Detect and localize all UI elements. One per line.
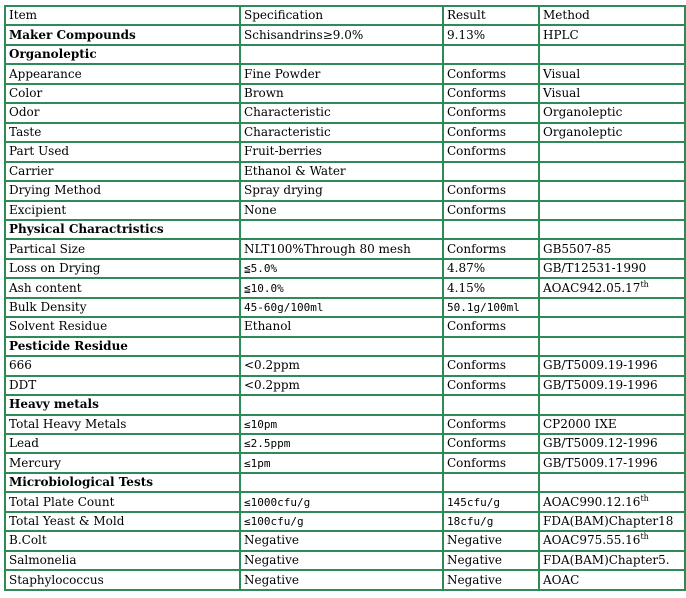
table-row bbox=[5, 64, 685, 83]
header-item: Item bbox=[5, 6, 240, 25]
item-cell bbox=[5, 103, 240, 122]
result-cell-text: 4.15% bbox=[447, 280, 486, 295]
method-cell-text: Organoleptic bbox=[543, 105, 623, 120]
result-cell-text: 145cfu/g bbox=[447, 495, 500, 509]
result-cell bbox=[443, 492, 539, 511]
item-cell-text: Total Plate Count bbox=[9, 494, 115, 509]
result-cell bbox=[443, 162, 539, 181]
result-cell bbox=[443, 259, 539, 278]
table-body bbox=[5, 6, 685, 590]
empty-cell bbox=[539, 220, 685, 239]
section-title: Pesticide Residue bbox=[5, 337, 240, 356]
specification-cell-text: Brown bbox=[244, 86, 284, 101]
specification-cell bbox=[240, 317, 443, 336]
specification-cell bbox=[240, 123, 443, 142]
specification-cell bbox=[240, 103, 443, 122]
item-cell-text: Drying Method bbox=[9, 183, 102, 198]
specification-table bbox=[4, 5, 686, 591]
method-cell bbox=[539, 356, 685, 375]
method-cell bbox=[539, 317, 685, 336]
specification-cell bbox=[240, 376, 443, 395]
section-row bbox=[5, 220, 685, 239]
specification-cell bbox=[240, 531, 443, 550]
item-cell-text: Salmonelia bbox=[9, 552, 77, 567]
table-row bbox=[5, 84, 685, 103]
method-cell bbox=[539, 434, 685, 453]
specification-cell bbox=[240, 259, 443, 278]
header-result: Result bbox=[443, 6, 539, 25]
table-row bbox=[5, 434, 685, 453]
item-cell bbox=[5, 317, 240, 336]
table-row bbox=[5, 512, 685, 531]
result-cell-text: Negative bbox=[447, 533, 502, 548]
method-cell bbox=[539, 64, 685, 83]
result-cell-text: Conforms bbox=[447, 105, 507, 120]
specification-cell bbox=[240, 84, 443, 103]
specification-cell bbox=[240, 356, 443, 375]
item-cell bbox=[5, 356, 240, 375]
result-cell bbox=[443, 201, 539, 220]
specification-cell bbox=[240, 142, 443, 161]
section-title: Physical Charactristics bbox=[5, 220, 240, 239]
table-row bbox=[5, 25, 685, 44]
item-cell-text: Odor bbox=[9, 105, 40, 120]
method-cell-text: FDA(BAM)Chapter18 bbox=[543, 514, 674, 528]
specification-cell-text: <0.2ppm bbox=[244, 377, 300, 392]
result-cell bbox=[443, 84, 539, 103]
method-cell bbox=[539, 278, 685, 297]
result-cell bbox=[443, 570, 539, 590]
method-cell-text: GB/T5009.19-1996 bbox=[543, 377, 658, 392]
item-cell bbox=[5, 142, 240, 161]
result-cell-text: Conforms bbox=[447, 436, 507, 451]
method-superscript: th bbox=[640, 493, 649, 503]
method-cell-text: GB/T12531-1990 bbox=[543, 261, 647, 276]
spec-sheet bbox=[4, 5, 684, 591]
method-cell bbox=[539, 181, 685, 200]
item-cell-text: 666 bbox=[9, 358, 32, 373]
table-row bbox=[5, 317, 685, 336]
result-cell-text: Conforms bbox=[447, 144, 507, 159]
method-cell bbox=[539, 201, 685, 220]
specification-cell-text: Negative bbox=[244, 572, 299, 587]
method-cell-text: HPLC bbox=[543, 27, 579, 42]
method-cell bbox=[539, 239, 685, 258]
result-cell-text: Conforms bbox=[447, 455, 507, 470]
item-cell-text: Bulk Density bbox=[9, 300, 87, 315]
specification-cell bbox=[240, 162, 443, 181]
result-cell-text: Conforms bbox=[447, 183, 507, 198]
result-cell bbox=[443, 298, 539, 317]
item-cell-text: Mercury bbox=[9, 455, 62, 470]
method-cell bbox=[539, 25, 685, 44]
item-cell-text: Lead bbox=[9, 436, 39, 451]
empty-cell bbox=[443, 337, 539, 356]
specification-cell-text: Fine Powder bbox=[244, 66, 321, 81]
specification-cell bbox=[240, 278, 443, 297]
specification-cell-text: ≦5.0% bbox=[244, 262, 278, 276]
result-cell bbox=[443, 25, 539, 44]
empty-cell bbox=[240, 337, 443, 356]
result-cell bbox=[443, 239, 539, 258]
method-cell bbox=[539, 162, 685, 181]
table-row bbox=[5, 142, 685, 161]
table-row bbox=[5, 298, 685, 317]
table-row bbox=[5, 415, 685, 434]
result-cell-text: Conforms bbox=[447, 416, 507, 431]
specification-cell-text: Ethanol & Water bbox=[244, 163, 346, 178]
specification-cell bbox=[240, 298, 443, 317]
method-cell-text: GB5507-85 bbox=[543, 241, 612, 256]
empty-cell bbox=[443, 473, 539, 492]
specification-cell-text: ≤2.5ppm bbox=[244, 437, 291, 451]
specification-cell bbox=[240, 25, 443, 44]
specification-cell bbox=[240, 415, 443, 434]
specification-cell-text: Characteristic bbox=[244, 105, 331, 120]
specification-cell-text: Negative bbox=[244, 533, 299, 548]
specification-cell-text: Spray drying bbox=[244, 183, 323, 198]
specification-cell bbox=[240, 512, 443, 531]
specification-cell-text: Ethanol bbox=[244, 319, 292, 334]
item-cell bbox=[5, 434, 240, 453]
specification-cell bbox=[240, 570, 443, 590]
specification-cell bbox=[240, 453, 443, 472]
item-cell bbox=[5, 201, 240, 220]
result-cell bbox=[443, 64, 539, 83]
result-cell bbox=[443, 103, 539, 122]
item-cell-text: Partical Size bbox=[9, 241, 86, 256]
item-cell bbox=[5, 415, 240, 434]
item-cell bbox=[5, 239, 240, 258]
item-cell-text: Carrier bbox=[9, 163, 54, 178]
result-cell bbox=[443, 531, 539, 550]
specification-cell bbox=[240, 239, 443, 258]
header-method: Method bbox=[539, 6, 685, 25]
method-superscript: th bbox=[640, 532, 649, 542]
result-cell-text: Conforms bbox=[447, 377, 507, 392]
specification-cell bbox=[240, 181, 443, 200]
item-cell bbox=[5, 453, 240, 472]
result-cell bbox=[443, 434, 539, 453]
method-cell-text: AOAC bbox=[543, 572, 580, 587]
result-cell bbox=[443, 453, 539, 472]
item-cell bbox=[5, 84, 240, 103]
result-cell-text: Conforms bbox=[447, 202, 507, 217]
item-cell bbox=[5, 181, 240, 200]
method-cell-text: FDA(BAM)Chapter5. bbox=[543, 552, 670, 567]
specification-cell-text: None bbox=[244, 202, 277, 217]
empty-cell bbox=[443, 45, 539, 64]
table-row bbox=[5, 492, 685, 511]
empty-cell bbox=[539, 473, 685, 492]
header-specification: Specification bbox=[240, 6, 443, 25]
method-cell bbox=[539, 415, 685, 434]
table-row bbox=[5, 103, 685, 122]
method-cell bbox=[539, 298, 685, 317]
specification-cell-text: ≤10pm bbox=[244, 417, 278, 431]
item-cell bbox=[5, 278, 240, 297]
section-row bbox=[5, 395, 685, 414]
specification-cell bbox=[240, 64, 443, 83]
method-cell bbox=[539, 492, 685, 511]
empty-cell bbox=[539, 45, 685, 64]
table-row bbox=[5, 162, 685, 181]
table-row bbox=[5, 356, 685, 375]
item-cell bbox=[5, 259, 240, 278]
table-row bbox=[5, 239, 685, 258]
item-cell-text: Total Heavy Metals bbox=[9, 416, 127, 431]
method-cell-text: AOAC942.05.17 bbox=[543, 280, 641, 295]
empty-cell bbox=[539, 395, 685, 414]
method-cell bbox=[539, 84, 685, 103]
section-row bbox=[5, 473, 685, 492]
specification-cell-text: Negative bbox=[244, 552, 299, 567]
item-cell-text: Appearance bbox=[9, 66, 82, 81]
table-row bbox=[5, 531, 685, 550]
result-cell-text: 4.87% bbox=[447, 261, 486, 276]
method-cell bbox=[539, 551, 685, 570]
result-cell bbox=[443, 123, 539, 142]
result-cell-text: 50.1g/100ml bbox=[447, 301, 520, 315]
specification-cell-text: NLT100%Through 80 mesh bbox=[244, 241, 411, 256]
specification-cell-text: ≤100cfu/g bbox=[244, 515, 304, 528]
method-cell bbox=[539, 103, 685, 122]
result-cell bbox=[443, 415, 539, 434]
specification-cell-text: 45-60g/100ml bbox=[244, 301, 324, 315]
specification-cell-text: Schisandrins≥9.0% bbox=[244, 27, 364, 42]
item-cell-text: Staphylococcus bbox=[9, 572, 104, 587]
result-cell-text: Conforms bbox=[447, 241, 507, 256]
specification-cell-text: ≦10.0% bbox=[244, 281, 284, 295]
empty-cell bbox=[443, 395, 539, 414]
method-cell-text: GB/T5009.12-1996 bbox=[543, 436, 658, 451]
specification-cell-text: Characteristic bbox=[244, 124, 331, 139]
item-cell bbox=[5, 492, 240, 511]
result-cell bbox=[443, 181, 539, 200]
specification-cell-text: ≤1pm bbox=[244, 456, 271, 470]
item-cell bbox=[5, 570, 240, 590]
item-cell bbox=[5, 123, 240, 142]
specification-cell-text: <0.2ppm bbox=[244, 358, 300, 373]
method-cell-text: AOAC975.55.16 bbox=[543, 533, 641, 548]
method-cell bbox=[539, 531, 685, 550]
table-row bbox=[5, 376, 685, 395]
header-row bbox=[5, 6, 685, 25]
section-title: Microbiological Tests bbox=[5, 473, 240, 492]
item-cell-text: Part Used bbox=[9, 144, 70, 159]
method-cell bbox=[539, 570, 685, 590]
result-cell-text: 9.13% bbox=[447, 27, 486, 42]
table-row bbox=[5, 259, 685, 278]
specification-cell bbox=[240, 492, 443, 511]
table-row bbox=[5, 123, 685, 142]
result-cell-text: Conforms bbox=[447, 124, 507, 139]
item-cell bbox=[5, 376, 240, 395]
method-cell-text: CP2000 IXE bbox=[543, 416, 617, 431]
result-cell bbox=[443, 512, 539, 531]
result-cell-text: 18cfu/g bbox=[447, 515, 494, 528]
table-row bbox=[5, 278, 685, 297]
result-cell-text: Negative bbox=[447, 552, 502, 567]
method-cell bbox=[539, 123, 685, 142]
result-cell bbox=[443, 278, 539, 297]
specification-cell bbox=[240, 201, 443, 220]
empty-cell bbox=[443, 220, 539, 239]
item-cell-text: Excipient bbox=[9, 202, 67, 217]
method-cell-text: AOAC990.12.16 bbox=[543, 494, 641, 509]
empty-cell bbox=[240, 45, 443, 64]
item-cell-text: Loss on Drying bbox=[9, 261, 101, 276]
method-cell-text: GB/T5009.17-1996 bbox=[543, 455, 658, 470]
item-cell bbox=[5, 531, 240, 550]
result-cell-text: Negative bbox=[447, 572, 502, 587]
method-cell bbox=[539, 142, 685, 161]
result-cell-text: Conforms bbox=[447, 319, 507, 334]
specification-cell bbox=[240, 434, 443, 453]
item-cell bbox=[5, 64, 240, 83]
empty-cell bbox=[240, 395, 443, 414]
section-row bbox=[5, 45, 685, 64]
item-cell-text: Maker Compounds bbox=[9, 27, 136, 42]
empty-cell bbox=[240, 220, 443, 239]
result-cell bbox=[443, 142, 539, 161]
method-superscript: th bbox=[640, 279, 649, 289]
specification-cell bbox=[240, 551, 443, 570]
section-row bbox=[5, 337, 685, 356]
result-cell bbox=[443, 356, 539, 375]
method-cell-text: GB/T5009.19-1996 bbox=[543, 358, 658, 373]
result-cell-text: Conforms bbox=[447, 86, 507, 101]
result-cell bbox=[443, 376, 539, 395]
item-cell-text: DDT bbox=[9, 377, 37, 392]
table-row bbox=[5, 551, 685, 570]
item-cell bbox=[5, 162, 240, 181]
table-row bbox=[5, 453, 685, 472]
item-cell-text: Total Yeast & Mold bbox=[9, 514, 125, 528]
table-row bbox=[5, 181, 685, 200]
item-cell-text: Color bbox=[9, 86, 43, 101]
result-cell bbox=[443, 551, 539, 570]
specification-cell-text: Fruit-berries bbox=[244, 144, 322, 159]
table-row bbox=[5, 201, 685, 220]
item-cell bbox=[5, 551, 240, 570]
table-row bbox=[5, 570, 685, 590]
method-cell bbox=[539, 376, 685, 395]
item-cell-text: Ash content bbox=[9, 280, 82, 295]
method-cell-text: Visual bbox=[543, 86, 581, 101]
method-cell bbox=[539, 453, 685, 472]
method-cell bbox=[539, 259, 685, 278]
method-cell-text: Visual bbox=[543, 66, 581, 81]
result-cell-text: Conforms bbox=[447, 66, 507, 81]
empty-cell bbox=[240, 473, 443, 492]
result-cell-text: Conforms bbox=[447, 358, 507, 373]
item-cell bbox=[5, 298, 240, 317]
item-cell-text: B.Colt bbox=[9, 533, 47, 548]
result-cell bbox=[443, 317, 539, 336]
item-cell-text: Solvent Residue bbox=[9, 319, 108, 334]
section-title: Organoleptic bbox=[5, 45, 240, 64]
specification-cell-text: ≤1000cfu/g bbox=[244, 495, 311, 509]
empty-cell bbox=[539, 337, 685, 356]
method-cell-text: Organoleptic bbox=[543, 124, 623, 139]
item-cell bbox=[5, 25, 240, 44]
section-title: Heavy metals bbox=[5, 395, 240, 414]
item-cell-text: Taste bbox=[9, 124, 42, 139]
item-cell bbox=[5, 512, 240, 531]
method-cell bbox=[539, 512, 685, 531]
